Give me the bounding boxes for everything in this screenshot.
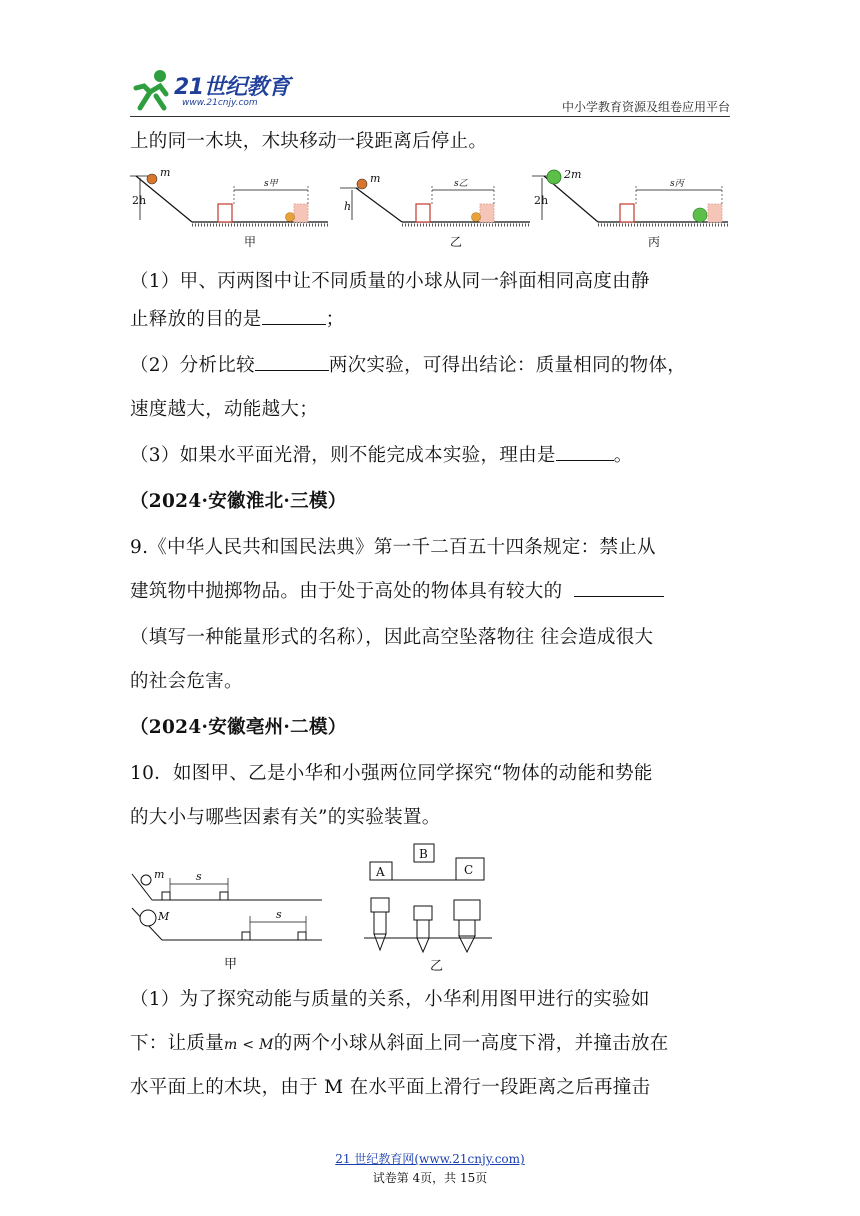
figure-caption: 乙 xyxy=(430,959,444,972)
mass-label: m xyxy=(154,868,165,881)
wood-block xyxy=(220,892,228,900)
distance-label: s丙 xyxy=(670,179,684,189)
text-line: 上的同一木块，木块移动一段距离后停止。 xyxy=(130,131,488,152)
math-expression: m < M xyxy=(224,1037,274,1053)
text-segment: ； xyxy=(325,309,345,330)
text-segment: （2）分析比较 xyxy=(130,355,255,376)
question-2-line xyxy=(130,348,730,384)
block-label: B xyxy=(419,847,428,861)
figure-caption: 乙 xyxy=(450,235,463,249)
text-line: （1）为了探究动能与质量的关系，小华利用图甲进行的实验如 xyxy=(130,989,650,1010)
ball xyxy=(140,910,156,926)
wood-block xyxy=(416,204,430,222)
text-line: （填写一种能量形式的名称），因此高空坠落物往 往会造成很大 xyxy=(130,627,654,648)
text-segment: 。 xyxy=(613,445,633,466)
figure-caption: 丙 xyxy=(648,235,661,249)
apparatus-yi xyxy=(364,844,492,972)
text-line: 水平面上的木块，由于 M 在水平面上滑行一段距离之后再撞击 xyxy=(130,1077,651,1098)
height-label: h xyxy=(344,200,352,213)
answer-blank[interactable] xyxy=(574,576,664,597)
mass-label: m xyxy=(370,172,381,185)
figure-2-apparatus xyxy=(128,838,508,972)
text-line: 9.《中华人民共和国民法典》第一千二百五十四条规定：禁止从 xyxy=(130,537,656,558)
text-line: 的社会危害。 xyxy=(130,671,243,692)
text-segment: 的两个小球从斜面上同一高度下滑，并撞击放在 xyxy=(273,1033,669,1054)
page-number: 试卷第 4页，共 15页 xyxy=(372,1171,488,1185)
text-segment: 建筑物中抛掷物品。由于处于高处的物体具有较大的 xyxy=(130,581,563,602)
distance-label: s甲 xyxy=(264,179,278,189)
block-label: C xyxy=(464,863,474,877)
distance-label: s xyxy=(276,908,282,921)
wood-block xyxy=(242,932,250,940)
footer xyxy=(0,1150,860,1186)
ball xyxy=(141,875,151,885)
logo-url: www.21cnjy.com xyxy=(182,98,258,108)
apparatus-jia xyxy=(132,868,322,972)
header-divider xyxy=(130,116,730,117)
ball xyxy=(147,174,157,184)
question-10-1-line xyxy=(130,1026,730,1063)
logo xyxy=(130,68,290,116)
platform-label: 中小学教育资源及组卷应用平台 xyxy=(561,100,730,114)
question-source: （2024·安徽亳州·二模） xyxy=(130,717,347,738)
page-header xyxy=(130,68,730,118)
mass-label: M xyxy=(158,910,170,923)
logo-text: 21世纪教育 xyxy=(174,75,290,100)
mass-label: m xyxy=(160,166,171,179)
ball xyxy=(357,179,367,189)
footer-link[interactable]: 21 世纪教育网(www.21cnjy.com) xyxy=(335,1152,525,1166)
height-label: 2h xyxy=(132,194,147,207)
question-9-line xyxy=(130,574,730,610)
answer-blank[interactable] xyxy=(556,440,614,461)
text-line: 的大小与哪些因素有关”的实验装置。 xyxy=(130,807,441,828)
text-segment: 下：让质量 xyxy=(130,1033,225,1054)
panel-jia xyxy=(130,166,328,249)
figure-caption: 甲 xyxy=(224,957,238,972)
panel-yi xyxy=(340,172,530,249)
text-line: 10．如图甲、乙是小华和小强两位同学探究“物体的动能和势能 xyxy=(130,763,653,784)
ball xyxy=(547,170,561,184)
text-segment: 两次实验，可得出结论：质量相同的物体， xyxy=(328,355,687,376)
distance-label: s xyxy=(196,870,202,883)
text-segment: 止释放的目的是 xyxy=(130,309,262,330)
distance-label: s乙 xyxy=(454,179,468,189)
block-label: A xyxy=(376,865,385,879)
mass-label: 2m xyxy=(564,168,582,181)
answer-blank[interactable] xyxy=(262,304,326,325)
question-source: （2024·安徽淮北·三模） xyxy=(130,491,347,512)
figure-1-ramps xyxy=(130,162,740,254)
height-label: 2h xyxy=(534,194,549,207)
text-line: 速度越大，动能越大； xyxy=(130,399,319,420)
panel-bing xyxy=(532,168,728,249)
wood-block xyxy=(218,204,232,222)
figure-caption: 甲 xyxy=(244,235,257,249)
text-line: （1）甲、丙两图中让不同质量的小球从同一斜面相同高度由静 xyxy=(130,271,650,292)
text-segment: （3）如果水平面光滑，则不能完成本实验，理由是 xyxy=(130,445,556,466)
wood-block xyxy=(298,932,306,940)
runner-logo-icon xyxy=(130,68,174,114)
question-1-line xyxy=(130,302,730,338)
answer-blank[interactable] xyxy=(255,350,329,371)
wood-block xyxy=(620,204,634,222)
question-3-line xyxy=(130,438,730,474)
wood-block xyxy=(162,892,170,900)
